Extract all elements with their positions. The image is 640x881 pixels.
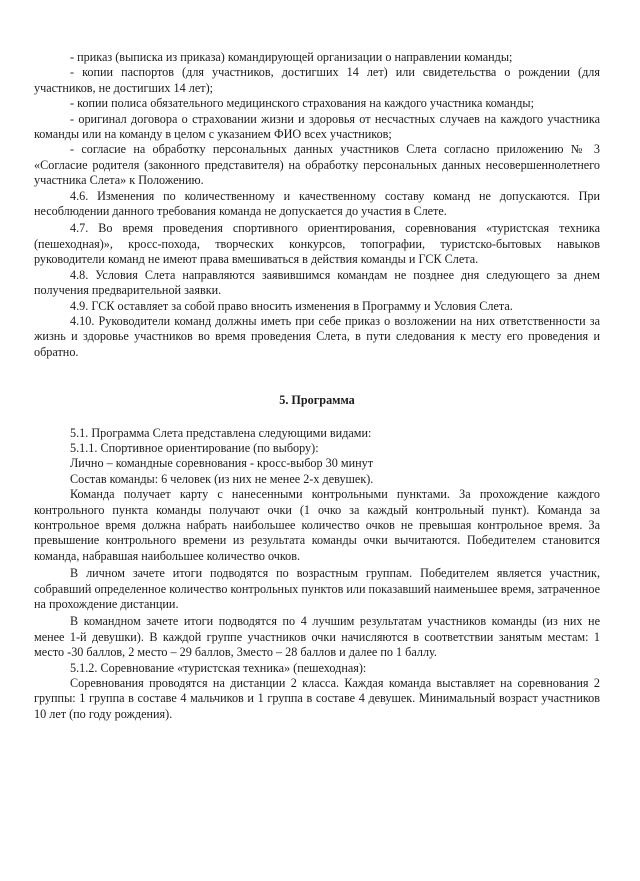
clause-4-9: 4.9. ГСК оставляет за собой право вносить изменения в Программу и Условия Слета. — [70, 298, 513, 313]
program-tourist-technique: 5.1.2. Соревнование «туристская техника» (пешеходная): — [70, 660, 367, 675]
program-team-results: В командном зачете итоги подводятся по 4 лучшим результатам участников команды (из них не менее 1-й девушки). В каждой группе участников очки начисляются в соответствии занятым местам: 1 место -30 баллов, 2 место – 29 баллов, 3место – 28 баллов и далее по 1 баллу. — [34, 614, 600, 660]
doc-item-order: - приказ (выписка из приказа) командирующей организации о направлении команды; — [70, 50, 513, 64]
clause-4-6: 4.6. Изменения по количественному и качественному составу команд не допускаются. При несоблюдении данного требования команда не допускается до участия в Слете. — [34, 188, 600, 219]
clause-4-7: 4.7. Во время проведения спортивного ориентирования, соревнования «туристская техника (пешеходная)», кросс-похода, творческих конкурсов, топографии, туристско-бытовых навыков руководители команд не имеют права вмешиваться в действия команды и ГСК Слета. — [34, 221, 600, 267]
program-tourist-technique-details: Соревнования проводятся на дистанции 2 класса. Каждая команда выставляет на соревнования 2 группы: 1 группа в составе 4 мальчиков и 1 группа в составе 4 девушек. Минимальный возраст участников 10 лет (по году рождения). — [34, 676, 600, 721]
clause-4-10: 4.10. Руководители команд должны иметь при себе приказ о возложении на них ответственности за жизнь и здоровье участников во время проведения Слета, в пути следования к месту его проведения и обратно. — [34, 313, 600, 359]
doc-item-insurance-contract: - оригинал договора о страховании жизни и здоровья от несчастных случаев на каждого участника команды или на команду в целом с указанием ФИО всех участников; — [34, 111, 600, 142]
program-scoring-rules: Команда получает карту с нанесенными контрольными пунктами. За прохождение каждого контрольного пункта команды получают очки (1 очко за каждый контрольный пункт). Команда за контрольное время должна набрать наибольшее количество очков не превышая контрольное время. За превышение контрольного времени из результата команды очки вычитаются. Победителем становится команда, набравшая наибольшее количество очков. — [34, 487, 600, 563]
doc-item-consent: - согласие на обработку персональных данных участников Слета согласно приложению № 3 «Согласие родителя (законного представителя) на обработку персональных данных несовершеннолетнего участника Слета» к Положению. — [34, 142, 600, 188]
program-orienteering: 5.1.1. Спортивное ориентирование (по выбору): — [70, 440, 319, 455]
program-orienteering-format: Лично – командные соревнования - кросс-выбор 30 минут — [70, 456, 374, 471]
doc-item-passports: - копии паспортов (для участников, достигших 14 лет) или свидетельства о рождении (для участников, не достигших 14 лет); — [34, 65, 600, 95]
program-team-composition: Состав команды: 6 человек (из них не менее 2-х девушек). — [70, 471, 374, 486]
clause-4-8: 4.8. Условия Слета направляются заявившимся командам не позднее дня следующего за днем получения предварительной заявки. — [34, 267, 600, 298]
program-intro: 5.1. Программа Слета представлена следующими видами: — [70, 425, 372, 440]
doc-item-insurance-policy: - копии полиса обязательного медицинского страхования на каждого участника команды; — [70, 96, 535, 111]
program-individual-results: В личном зачете итоги подводятся по возрастным группам. Победителем является участник, собравший определенное количество контрольных пунктов или показавший наименьшее время, затраченное на прохождение дистанции. — [34, 566, 600, 611]
section-heading: 5. Программа — [279, 393, 355, 408]
